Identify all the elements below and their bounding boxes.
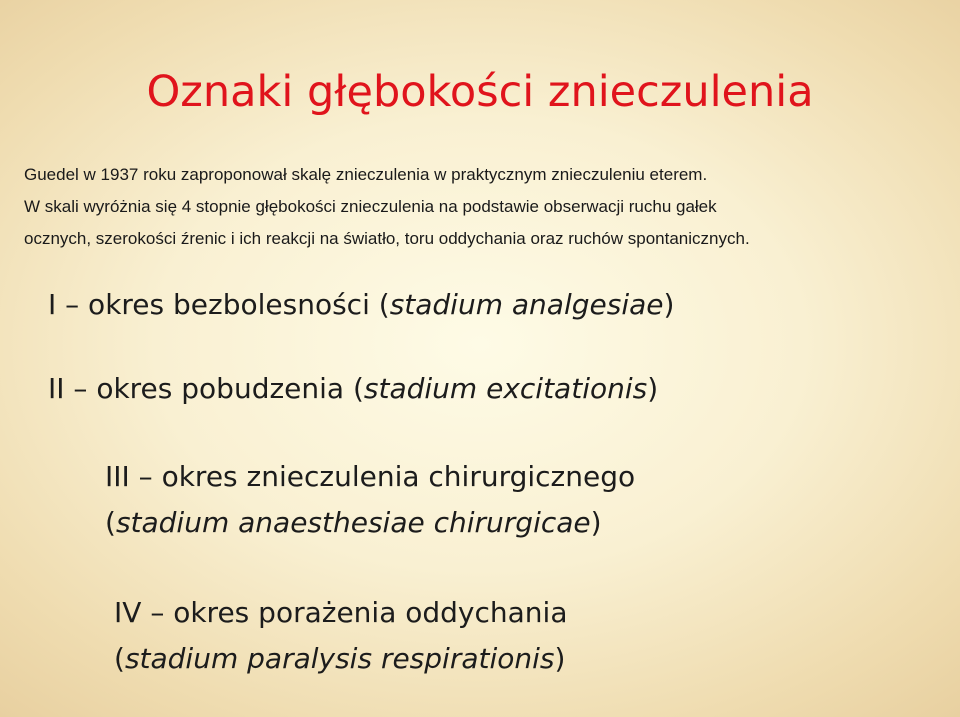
stage-latin-name: stadium analgesiae xyxy=(389,288,664,321)
slide-title: Oznaki głębokości znieczulenia xyxy=(146,67,814,117)
stage-latin-name: stadium anaesthesiae chirurgicae xyxy=(115,506,591,539)
stage-close-paren: ) xyxy=(647,372,659,405)
stage-latin-line xyxy=(48,500,635,546)
intro-paragraph xyxy=(24,159,954,255)
stage-3 xyxy=(48,454,635,546)
stage-latin-name: stadium excitationis xyxy=(363,372,648,405)
stage-1 xyxy=(48,282,674,328)
stage-2 xyxy=(48,366,658,412)
stage-latin-line xyxy=(48,636,567,682)
stage-open-paren: ( xyxy=(105,506,116,539)
stage-label: I – okres bezbolesności ( xyxy=(48,288,390,321)
stage-close-paren: ) xyxy=(554,642,566,675)
stage-label: II – okres pobudzenia ( xyxy=(48,372,364,405)
intro-line: Guedel w 1937 roku zaproponował skalę znieczulenia w praktycznym znieczuleniu eterem. xyxy=(24,165,708,184)
stage-label: IV – okres porażenia oddychania xyxy=(114,596,568,629)
intro-line: W skali wyróżnia się 4 stopnie głębokości znieczulenia na podstawie obserwacji ruchu gałek xyxy=(24,197,717,216)
stage-label: III – okres znieczulenia chirurgicznego xyxy=(105,460,636,493)
stage-latin-name: stadium paralysis respirationis xyxy=(124,642,555,675)
stage-close-paren: ) xyxy=(663,288,675,321)
stage-close-paren: ) xyxy=(590,506,602,539)
intro-line: ocznych, szerokości źrenic i ich reakcji na światło, toru oddychania oraz ruchów spontanicznych. xyxy=(24,229,750,248)
stage-open-paren: ( xyxy=(114,642,125,675)
stage-4 xyxy=(48,590,567,682)
